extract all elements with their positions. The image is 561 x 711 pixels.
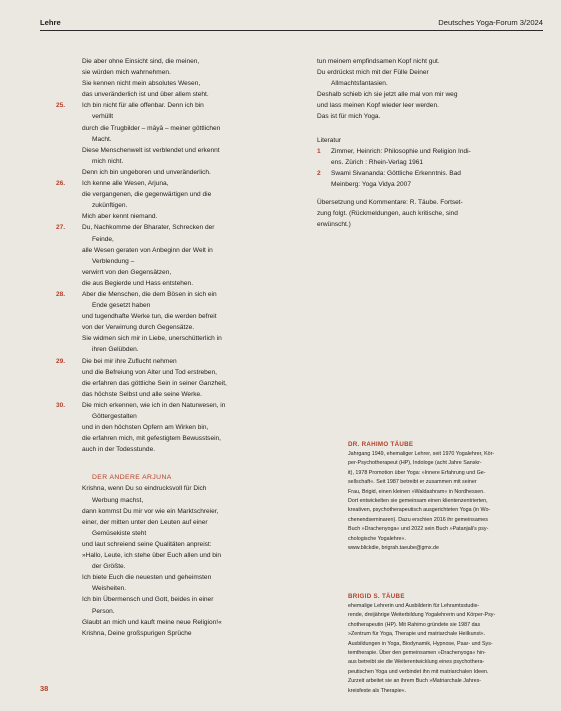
verse-line <box>56 311 288 322</box>
verse-line <box>56 167 288 178</box>
verse-text: auch in der Todesstunde. <box>82 446 156 454</box>
bio-line: Zurzeit arbeitet sie an ihrem Buch »Matriarchale Jahres- <box>348 678 482 685</box>
poem-line: Krishna, Deine großspurigen Sprüche <box>82 629 192 637</box>
verse-line <box>56 189 288 200</box>
verse-text: Verblendung – <box>92 257 135 265</box>
verse-text: und die Befreiung von Alter und Tod erstreben, <box>82 368 217 376</box>
verse-line <box>56 234 288 245</box>
bio-line: »Zentrum für Yoga, Therapie und matriarchale Heilkunst«. <box>348 631 486 638</box>
verse-line <box>56 322 288 333</box>
verse-text: Feinde, <box>92 235 114 243</box>
translation-note-line: zung folgt. (Rückmeldungen, auch kritische, sind <box>317 210 458 218</box>
literature-item <box>317 146 532 168</box>
literature-number: 2 <box>317 169 321 177</box>
poem-continuation <box>317 56 532 123</box>
bio-line: kreisfeste als Therapie«. <box>348 687 407 694</box>
verse-text: Mich aber kennt niemand. <box>82 213 158 221</box>
verse-text: die vergangenen, die gegenwärtigen und die <box>82 191 212 199</box>
verse-text: Die bei mir ihre Zuflucht nehmen <box>82 357 177 365</box>
verse-text: Macht. <box>92 135 112 143</box>
bio-line: aus betreibt sie die Weiterentwicklung eines psychothera- <box>348 659 485 666</box>
poem-line: Du erdrückst mich mit der Fülle Deiner <box>317 69 429 77</box>
right-column <box>317 56 532 230</box>
verse-line <box>56 134 288 145</box>
verse-line <box>56 444 288 455</box>
verse-line <box>56 89 288 100</box>
poem-line: und laut schreiend seine Qualitäten anpreist: <box>82 540 212 548</box>
literature-list <box>317 146 532 190</box>
verse-text: alle Wesen geraten von Anbeginn der Welt in <box>82 246 213 254</box>
bio-line: Frau, Brigid, einen kleinen »Waldashram« in Nordhessen. <box>348 488 485 495</box>
verse-text: von der Verwirrung durch Gegensätze. <box>82 324 195 332</box>
verse-text: verhüllt <box>92 113 114 121</box>
verse-line <box>56 100 288 111</box>
literature-number: 1 <box>317 147 321 155</box>
poem-line: dann kommst Du mir vor wie ein Marktschreier, <box>82 507 219 515</box>
poem-line: Werbung machst, <box>92 496 144 504</box>
verse-text: sie würden mich wahrnehmen. <box>82 69 171 77</box>
verse-text: die erfahren mich, mit gefestigtem Bewusstsein, <box>82 435 221 443</box>
poem-line: tun meinem empfindsamen Kopf nicht gut. <box>317 58 440 65</box>
verse-line <box>56 422 288 433</box>
poem-line: Gemüsekiste steht <box>92 529 147 537</box>
literature-heading: Literatur <box>317 136 342 144</box>
poem-line: Allmachtsfantasien. <box>331 80 388 88</box>
bio-line: www.blickdie, brigrah.taeube@gmx.de <box>348 545 439 552</box>
author-bio-brigid <box>348 592 546 696</box>
poem-line: Weisheiten. <box>92 585 127 593</box>
verse-text: Die aber ohne Einsicht sind, die meinen, <box>82 58 200 65</box>
poem-line: Krishna, wenn Du so eindrucksvoll für Dich <box>82 485 207 493</box>
verse-line <box>56 200 288 211</box>
verse-line <box>56 222 288 233</box>
poem-line: Person. <box>92 607 115 615</box>
verse-text: Ende gesetzt haben <box>92 302 151 310</box>
verse-text: Göttergestalten <box>92 413 137 420</box>
verse-number: 28. <box>56 290 66 298</box>
verse-line <box>56 56 288 67</box>
verse-text: ihren Gelübden. <box>92 346 139 354</box>
bio-line: ehemalige Lehrerin und Ausbilderin für Lehramtsstudie- <box>348 603 480 609</box>
verse-text: Du, Nachkomme der Bharater, Schrecken der <box>82 224 215 232</box>
poem-line: und lass meinen Kopf wieder leer werden. <box>317 102 439 110</box>
verse-text: Die mich erkennen, wie ich in den Naturwesen, in <box>82 401 226 409</box>
page-number: 38 <box>40 684 49 693</box>
verse-line <box>56 111 288 122</box>
bio-line: rende, dreijährige Weiterbildung Yogalehrerin und Körper-Psy- <box>348 612 496 619</box>
verse-line <box>56 333 288 344</box>
verse-line <box>56 245 288 256</box>
verse-number: 27. <box>56 224 66 232</box>
author-name: BRIGID S. TÄUBE <box>348 593 405 600</box>
verse-text: Sie kennen nicht mein absolutes Wesen, <box>82 80 201 88</box>
verse-line <box>56 389 288 400</box>
verse-text: Sie widmen sich mir in Liebe, unerschütterlich in <box>82 335 222 343</box>
author-bio-text <box>348 450 546 553</box>
verse-line <box>56 411 288 422</box>
literature-item <box>317 168 532 190</box>
bio-line: per-Psychotherapeut (HP), Indologe (acht Jahre Sanskr- <box>348 460 482 467</box>
verse-text: Ich bin nicht für alle offenbar. Denn ich bin <box>82 102 204 110</box>
verse-number: 29. <box>56 357 66 365</box>
verse-line <box>56 211 288 222</box>
bio-line: chologische Yogalehre«. <box>348 535 406 542</box>
verse-line <box>56 289 288 300</box>
author-bio-rahimo <box>348 440 546 553</box>
verse-text: Diese Menschenwelt ist verblendet und erkennt <box>82 146 220 154</box>
verse-text: durch die Trugbilder – māyā – meiner göttlichen <box>82 124 221 132</box>
bio-line: it), 1978 Promotion über Yoga: »Innere Erfahrung und Ge- <box>348 469 486 476</box>
verse-line <box>56 378 288 389</box>
bio-line: Dort entwickelten sie gemeinsam einen klientenzentrierten, <box>348 498 488 505</box>
verse-line <box>56 267 288 278</box>
verse-line <box>56 433 288 444</box>
verse-line <box>56 67 288 78</box>
verse-line <box>56 300 288 311</box>
verse-line <box>56 278 288 289</box>
literature-line: ens. Zürich : Rhein-Verlag 1961 <box>331 158 424 166</box>
poem-line: Ich biete Euch die neuesten und geheimsten <box>82 574 212 582</box>
translation-note <box>317 197 532 230</box>
bio-line: sellschaft«. Seit 1987 betreibt er zusammen mit seiner <box>348 479 477 486</box>
verse-text: und in den höchsten Opfern am Wirken bin, <box>82 424 209 432</box>
verse-text: Ich kenne alle Wesen, Arjuna, <box>82 180 169 188</box>
poem-line: Glaubt an mich und kauft meine neue Religion!« <box>82 618 222 626</box>
verse-line <box>56 356 288 367</box>
poem-list <box>56 483 288 638</box>
verse-number: 30. <box>56 401 66 409</box>
verse-text: zukünftigen. <box>92 202 128 210</box>
bio-line: Ausbildungen in Yoga, Biodynamik, Hypnose, Paar- und Sys- <box>348 640 493 647</box>
poem-line: Ich bin Übermensch und Gott, beides in einer <box>82 596 214 604</box>
verse-line <box>56 123 288 134</box>
verse-text: die erfahren das göttliche Sein in seiner Ganzheit, <box>82 379 227 387</box>
left-column <box>56 56 288 639</box>
literature-line: Swami Sivananda: Göttliche Erkenntnis. Bad <box>331 169 461 177</box>
verse-line <box>56 367 288 378</box>
poem-line: einer, der mitten unter den Leuten auf einer <box>82 518 208 526</box>
verse-number: 25. <box>56 102 66 110</box>
literature-line: Meinberg: Yoga Vidya 2007 <box>331 180 411 188</box>
section-heading: DER ANDERE ARJUNA <box>92 474 172 482</box>
verse-text: und tugendhafte Werke tun, die werden befreit <box>82 313 217 321</box>
bio-line: Buch »Drachenyoga« und 2022 sein Buch »Patanjali's psy- <box>348 526 489 533</box>
verse-text: die aus Begierde und Hass entstehen. <box>82 279 194 287</box>
poem-line: »Hallo, Leute, ich stehe über Euch allen und bin <box>82 552 222 560</box>
verse-line <box>56 256 288 267</box>
poem-line: Das ist für mich Yoga. <box>317 113 381 121</box>
bio-line: chenendseminaren). Dazu erschien 2016 ihr gemeinsames <box>348 516 488 523</box>
literature-line: Zimmer, Heinrich: Philosophie und Religion Indi- <box>331 147 471 155</box>
verse-number: 26. <box>56 180 66 188</box>
header-magazine-title: Deutsches Yoga-Forum 3/2024 <box>438 18 543 27</box>
author-bio-text <box>348 602 546 696</box>
bio-line: chotherapeutin (HP). Mit Rahimo gründete sie 1987 das <box>348 621 481 628</box>
verse-line <box>56 178 288 189</box>
poem-line: der Größte. <box>92 563 126 571</box>
bio-line: peutischen Yoga und verbindet ihn mit matriarchalen Ideen. <box>348 668 489 675</box>
page-header <box>40 14 543 31</box>
author-name: DR. RAHIMO TÄUBE <box>348 441 414 448</box>
verse-line <box>56 145 288 156</box>
bio-line: Jahrgang 1949, ehemaliger Lehrer, seit 1970 Yogalehrer, Kör- <box>348 451 495 457</box>
verse-text: das unveränderlich ist und über allem steht. <box>82 91 209 99</box>
verse-text: mich nicht. <box>92 157 124 165</box>
verse-line <box>56 400 288 411</box>
bio-line: temtherapie. Über den gemeinsamen »Drachenyoga« hin- <box>348 650 486 657</box>
verse-text: verwirrt von den Gegensätzen, <box>82 268 172 276</box>
bio-line: kreativen, psychotherapeutisch ausgerichteten Yoga (in Wo- <box>348 507 491 514</box>
verse-line <box>56 78 288 89</box>
header-section-label: Lehre <box>40 18 61 27</box>
translation-note-line: Übersetzung und Kommentare: R. Täube. Fortset- <box>317 199 463 207</box>
verse-text: Aber die Menschen, die dem Bösen in sich ein <box>82 290 217 298</box>
verse-text: Denn ich bin ungeboren und unveränderlich. <box>82 168 211 176</box>
verse-text: das höchste Selbst und alle seine Werke. <box>82 390 202 398</box>
translation-note-line: erwünscht.) <box>317 221 351 229</box>
verse-line <box>56 156 288 167</box>
poem-line: Deshalb schieb ich sie jetzt alle mal von mir weg <box>317 91 458 99</box>
verse-list <box>56 56 288 455</box>
verse-line <box>56 344 288 355</box>
